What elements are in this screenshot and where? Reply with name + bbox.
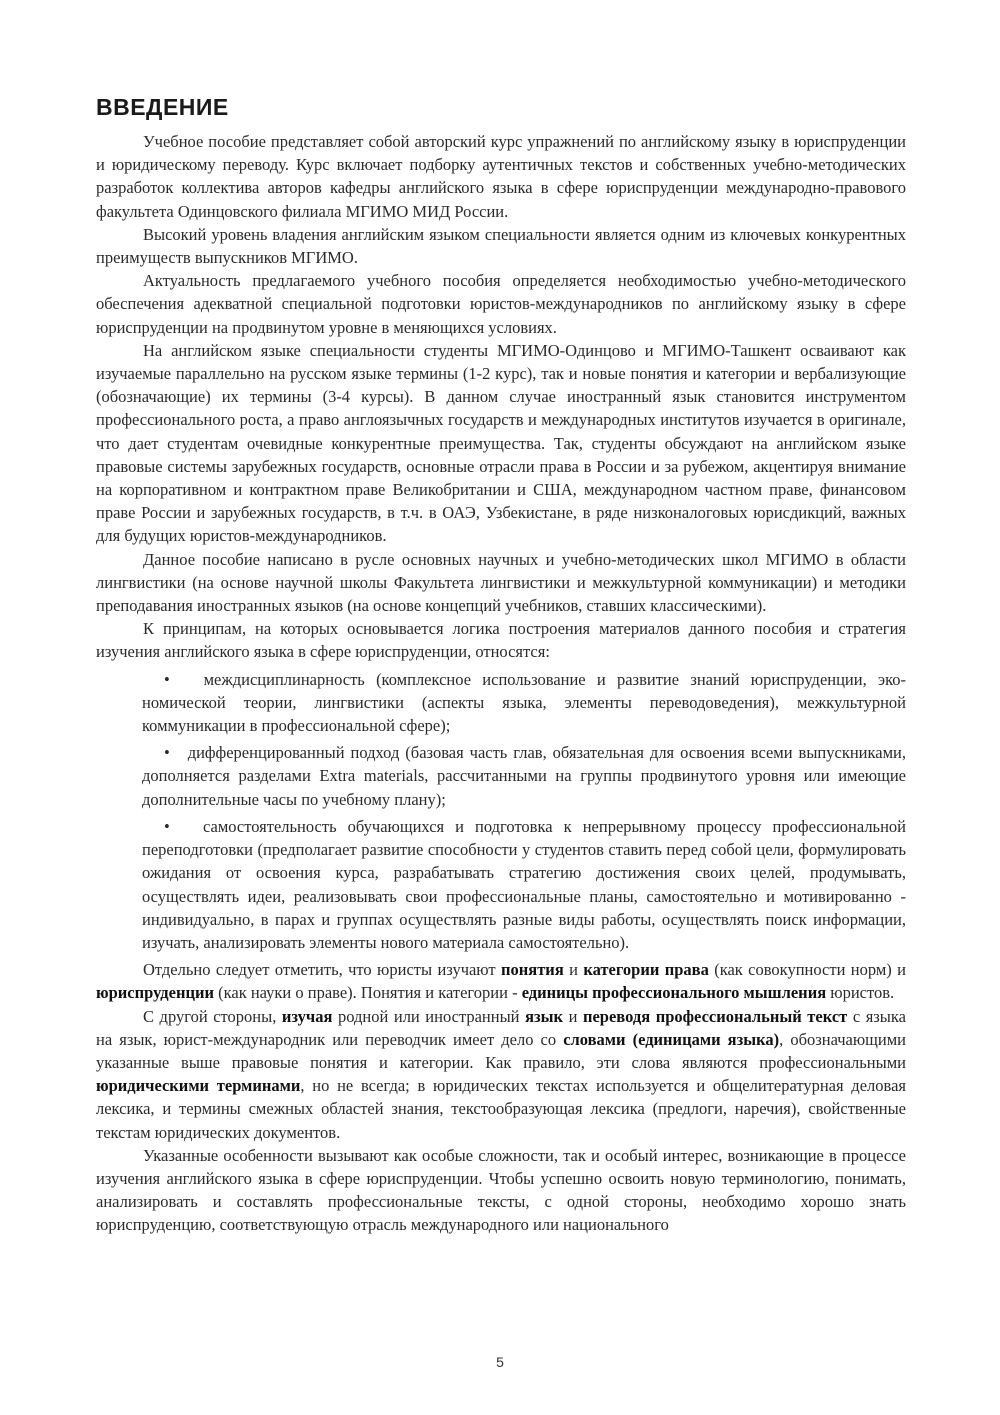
term-law-categories: категории права: [583, 960, 709, 980]
term-language: язык: [525, 1006, 564, 1026]
list-item-text: дифференцированный подход (базовая часть глав, обязательная для освоения всеми выпускниками, дополняется разделами Extra materials, рассчитанными на группы продвинутого уровня или имеющие дополнительные часы по учебному плану);: [142, 743, 906, 809]
body-text: [96, 130, 906, 1237]
paragraph-9: Указанные особенности вызывают как особые сложности, так и особый интерес, возникающие в процессе изучения английского языка в сфере юриспруденции. Чтобы успешно освоить новую терминологию, понимать, анализировать и составлять профессиональные тексты, с одной стороны, необходимо хорошо знать юриспруденцию, соответствующую отрасль международного или национального: [96, 1145, 906, 1235]
list-item: [96, 815, 906, 954]
term-words: словами (единицами языка): [563, 1029, 780, 1049]
page-content: [96, 94, 906, 1237]
paragraph-5: Данное пособие написано в русле основных научных и учебно-методических школ МГИМО в области лингвистики (на основе научной школы Факультета лингвистики и межкультурной коммуникации) и методики преподавания иностранных языков (на основе концепций учебников, ставших классическими).: [96, 549, 906, 616]
page-number: 5: [496, 1354, 504, 1370]
paragraph-8: С другой стороны, изучая родной или иностранный язык и переводя профессиональный текст с языка на язык, юрист-международник или переводчик имеет дело со словами (единицами языка), обозначающими указанные выше правовые понятия и категории. Как правило, эти слова являются профессиональными юридическими терминами, но не всегда; в юридических текстах используется и общелитературная деловая лексика, и термины смежных областей знания, текстообразующая лексика (предлоги, наречия), свойственные текстам юридических документов.: [96, 1006, 906, 1142]
paragraph-7: Отдельно следует отметить, что юристы изучают понятия и категории права (как совокупности норм) и юриспруденции (как науки о праве). Понятия и категории - единицы профессионального мышления юристов.: [96, 960, 906, 1003]
paragraph-3: Актуальность предлагаемого учебного пособия определяется необходимостью учебно-методического обеспечения адекватной специальной подготовки юристов-международников по английскому языку в сфере юриспруденции на продвинутом уровне в меняющихся условиях.: [96, 271, 906, 337]
term-professional-thinking: единицы профессионального мышления: [521, 983, 827, 1003]
term-legal-terms: юридическими терминами: [96, 1076, 301, 1096]
bullet-icon: •: [164, 669, 170, 689]
term-translating: переводя профессиональный текст: [582, 1006, 848, 1026]
term-jurisprudence: юриспруденции: [96, 983, 214, 1003]
section-title: ВВЕДЕНИЕ: [96, 94, 229, 120]
list-item: [96, 668, 906, 738]
list-item-text: самостоятельность обучающихся и подготовка к непрерывному процессу профессиональной переподготовки (предполагает развитие способности у студентов ставить перед собой цели, формулировать ожидания от освоения курса, разрабатывать стратегию достижения своих целей, продумывать, осуществлять идеи, реализовывать свои профессиональные планы, самостоятельно и мотивированно - индивидуально, в парах и группах осуществлять разные виды работы, осуществлять поиск информации, изучать, анализировать элементы нового материала самостоятельно).: [142, 816, 906, 952]
bullet-icon: •: [164, 816, 170, 836]
list-item-text: междисциплинарность (комплексное использование и развитие знаний юриспруденции, экономической теории, лингвистики (аспекты языка, элементы переводоведения), межкультурной коммуникации в профессиональной сфере);: [142, 669, 906, 736]
paragraph-4: На английском языке специальности студенты МГИМО-Одинцово и МГИМО-Ташкент осваивают как изучаемые параллельно на русском языке термины (1-2 курс), так и новые понятия и категории и вербализующие (обозначающие) их термины (3-4 курсы). В данном случае иностранный язык становится инструментом профессионального роста, а право англоязычных государств и международных институтов изучается в оригинале, что дает студентам очевидные конкурентные преимущества. Так, студенты обсуждают на английском языке правовые системы зарубежных государств, основные отрасли права в России и за рубежом, акцентируя внимание на корпоративном и контрактном праве Великобритании и США, международном частном праве, финансовом праве России и зарубежных государств, в т.ч. в ОАЭ, Узбекистане, в ряде низконалоговых юрисдикций, важных для будущих юристов-международников.: [96, 340, 906, 546]
paragraph-1: Учебное пособие представляет собой авторский курс упражнений по английскому языку в юриспруденции и юридическому переводу. Курс включает подборку аутентичных текстов и собственных учебно-методических разработок коллектива авторов кафедры английского языка в сфере юриспруденции международно-правового факультета Одинцовского филиала МГИМО МИД России.: [96, 132, 906, 221]
paragraph-6: К принципам, на которых основывается логика построения материалов данного пособия и стратегия изучения английского языка в сфере юриспруденции, относятся:: [96, 619, 906, 662]
paragraph-2: Высокий уровень владения английским языком специальности является одним из ключевых конкурентных преимуществ выпускников МГИМО.: [96, 224, 906, 268]
list-item: [96, 741, 906, 811]
principles-list: [96, 668, 906, 954]
term-studying: изучая: [281, 1006, 333, 1026]
bullet-icon: •: [164, 743, 170, 763]
term-concepts: понятия: [501, 960, 564, 980]
